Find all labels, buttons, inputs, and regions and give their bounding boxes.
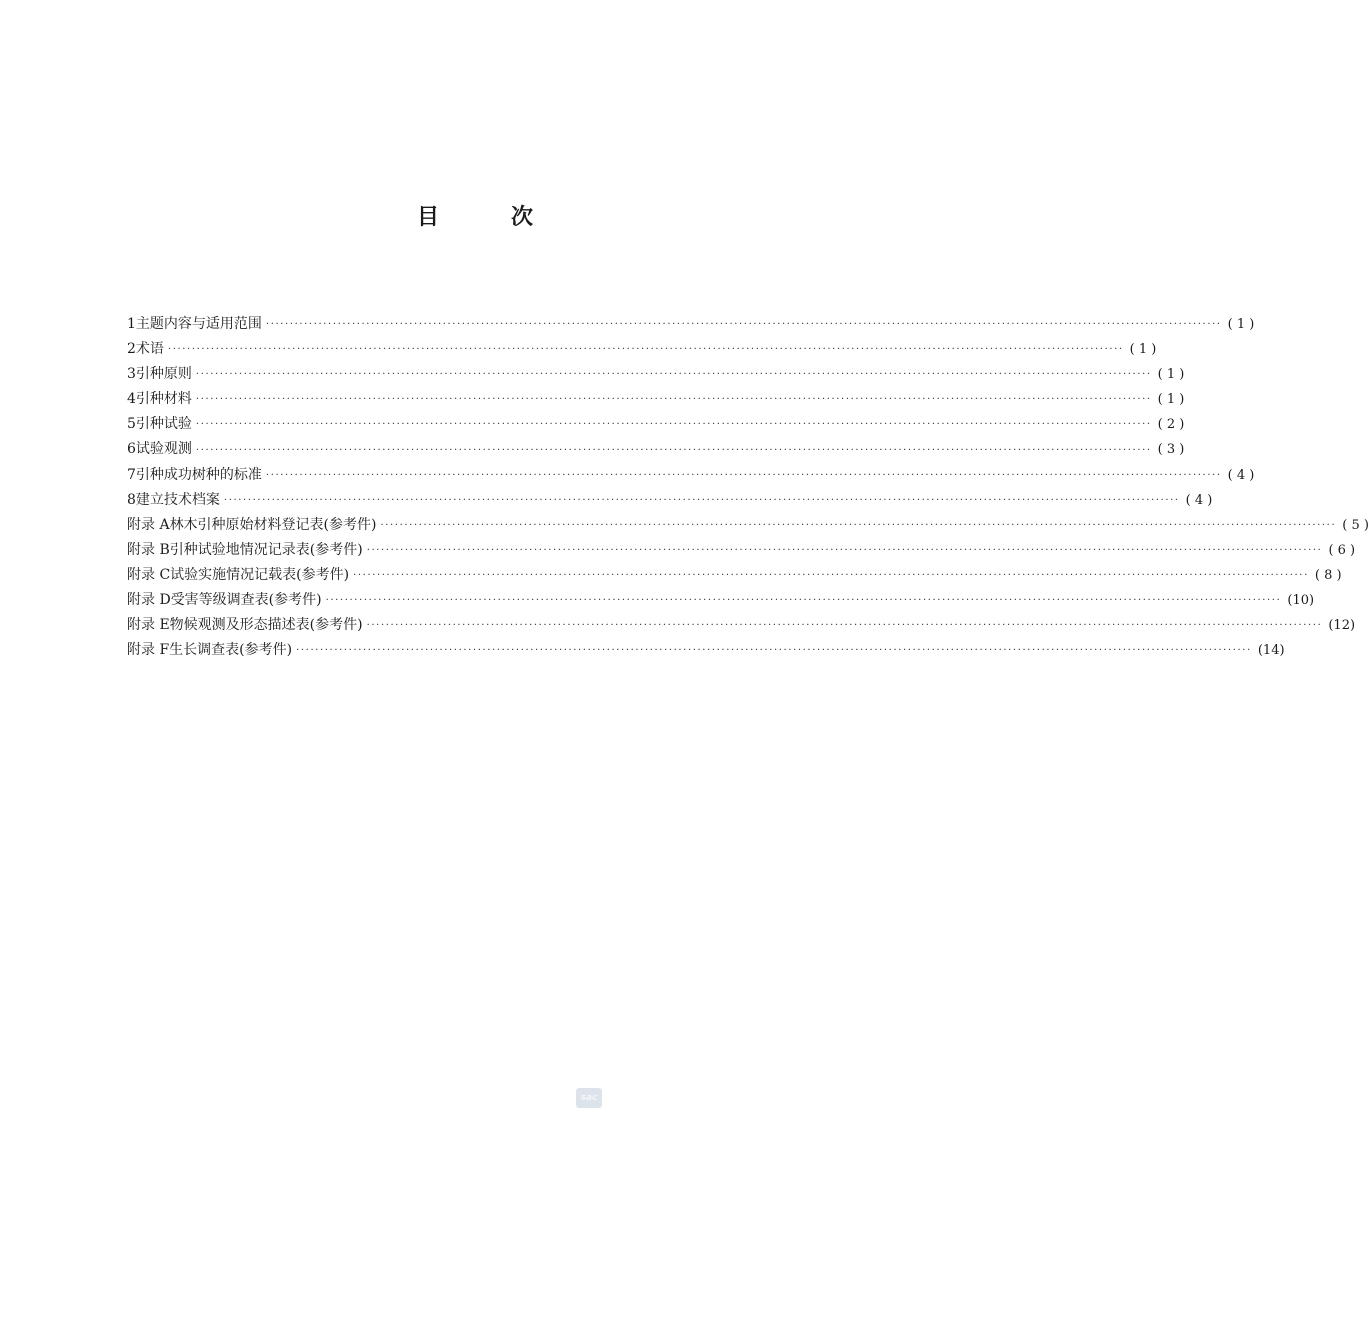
toc-entry-page: ( 5 )	[1342, 517, 1369, 533]
toc-entry-page: ( 2 )	[1157, 417, 1185, 433]
toc-entry-number: 附录 A	[127, 516, 170, 533]
toc-entry-number: 3	[127, 366, 136, 383]
toc-entry-page: ( 4 )	[1185, 492, 1213, 508]
table-of-contents	[127, 312, 1369, 663]
toc-leader-dots: ········································································································································································································	[353, 569, 1309, 581]
toc-entry-label: 试验实施情况记载表(参考件)	[170, 566, 350, 583]
toc-entry-label: 术语	[135, 341, 164, 358]
toc-entry-number: 附录 F	[127, 642, 170, 659]
toc-entry-page: ( 1 )	[1157, 392, 1185, 408]
toc-entry[interactable]	[127, 437, 1185, 462]
page-title	[0, 200, 950, 231]
toc-entry[interactable]	[127, 412, 1185, 437]
toc-entry-number: 2	[127, 341, 136, 358]
title-char-1: 目	[416, 205, 439, 230]
toc-entry-label: 物候观测及形态描述表(参考件)	[169, 617, 363, 634]
toc-entry-page: (14)	[1257, 643, 1285, 659]
toc-entry-label: 受害等级调查表(参考件)	[170, 592, 322, 609]
toc-leader-dots: ········································································································································································································	[325, 595, 1282, 607]
toc-leader-dots: ········································································································································································································	[265, 469, 1222, 481]
toc-entry-page: (10)	[1287, 593, 1315, 609]
sac-watermark-logo: sac	[576, 1088, 602, 1108]
toc-leader-dots: ········································································································································································································	[265, 319, 1222, 331]
toc-leader-dots: ········································································································································································································	[195, 444, 1152, 456]
toc-leader-dots: ········································································································································································································	[366, 544, 1323, 556]
toc-entry[interactable]	[127, 588, 1315, 613]
toc-entry-label: 引种原则	[135, 366, 192, 383]
toc-entry-number: 1	[127, 316, 136, 332]
toc-entry-page: (12)	[1328, 618, 1356, 634]
toc-entry-label: 试验观测	[135, 441, 192, 458]
toc-leader-dots: ········································································································································································································	[296, 645, 1252, 657]
toc-entry-number: 附录 C	[127, 566, 171, 583]
toc-entry[interactable]	[127, 387, 1185, 412]
toc-entry[interactable]	[127, 538, 1356, 563]
toc-entry-label: 引种试验	[135, 416, 192, 433]
toc-entry-number: 附录 E	[127, 617, 170, 634]
toc-entry-number: 6	[127, 441, 136, 458]
toc-entry-page: ( 1 )	[1129, 342, 1157, 358]
toc-leader-dots: ········································································································································································································	[195, 419, 1152, 431]
toc-entry[interactable]	[127, 312, 1255, 337]
toc-entry-page: ( 4 )	[1227, 467, 1255, 483]
toc-entry[interactable]	[127, 613, 1356, 638]
toc-entry[interactable]	[127, 463, 1255, 488]
toc-entry-page: ( 1 )	[1227, 317, 1255, 332]
toc-entry-number: 4	[127, 391, 136, 408]
toc-entry-page: ( 8 )	[1314, 567, 1342, 583]
toc-entry-label: 主题内容与适用范围	[135, 316, 262, 332]
toc-entry-label: 生长调查表(参考件)	[169, 642, 293, 659]
toc-leader-dots: ········································································································································································································	[195, 369, 1152, 381]
toc-leader-dots: ········································································································································································································	[167, 344, 1124, 356]
toc-entry-number: 5	[127, 416, 136, 433]
toc-entry[interactable]	[127, 563, 1342, 588]
toc-leader-dots: ········································································································································································································	[366, 620, 1323, 632]
toc-entry-label: 引种成功树种的标准	[135, 466, 262, 483]
title-char-2: 次	[511, 205, 534, 230]
toc-entry[interactable]	[127, 513, 1369, 538]
toc-entry[interactable]	[127, 337, 1157, 362]
toc-entry-number: 附录 D	[127, 592, 171, 609]
toc-entry-page: ( 6 )	[1328, 542, 1356, 558]
toc-entry-number: 附录 B	[127, 541, 170, 558]
toc-leader-dots: ········································································································································································································	[195, 394, 1152, 406]
toc-entry-label: 引种材料	[135, 391, 192, 408]
toc-entry-page: ( 1 )	[1157, 367, 1185, 383]
toc-entry-label: 建立技术档案	[135, 491, 220, 508]
toc-entry-page: ( 3 )	[1157, 442, 1185, 458]
toc-entry-number: 8	[127, 491, 136, 508]
toc-entry-label: 引种试验地情况记录表(参考件)	[169, 541, 363, 558]
toc-leader-dots: ········································································································································································································	[380, 519, 1337, 531]
toc-entry[interactable]	[127, 488, 1213, 513]
toc-leader-dots: ········································································································································································································	[223, 494, 1180, 506]
toc-entry-label: 林木引种原始材料登记表(参考件)	[169, 516, 377, 533]
toc-entry[interactable]	[127, 362, 1185, 387]
toc-entry-number: 7	[127, 466, 136, 483]
toc-entry[interactable]	[127, 638, 1285, 663]
